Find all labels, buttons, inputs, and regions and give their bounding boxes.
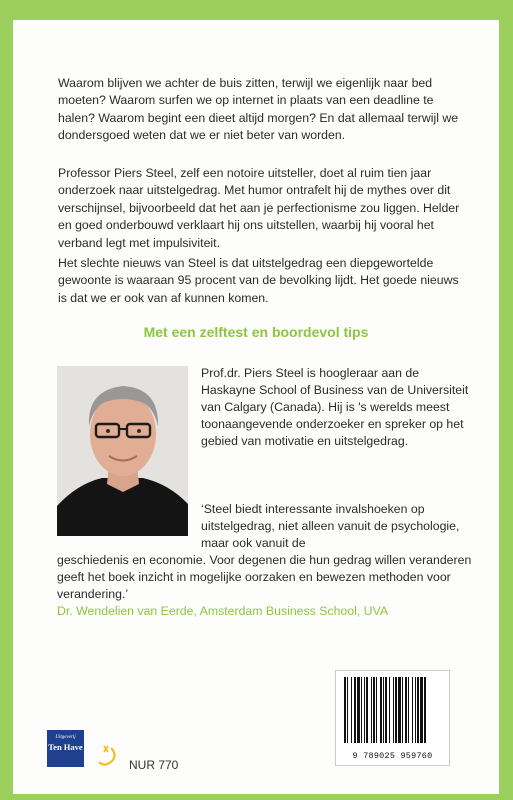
tagline: Met een zelftest en boordevol tips [143, 324, 369, 340]
review-quote-part-2: geschiedenis en economie. Voor degenen die hun gedrag willen veranderen geeft het boek inzicht in mogelijke oorzaken en bewezen methoden voor verandering.’ [57, 553, 472, 601]
publisher-logo [47, 730, 84, 767]
review-attribution: Dr. Wendelien van Eerde, Amsterdam Business School, UVA [57, 604, 389, 618]
author-bio: Prof.dr. Piers Steel is hoogleraar aan de Haskayne School of Business van de Universiteit van Calgary (Canada). Hij is 's werelds meest toonaangevende onderzoeker en spreker op het gebied van motivatie en uitstelgedrag. [201, 366, 469, 448]
isbn-barcode [335, 670, 450, 766]
nur-code: NUR 770 [129, 758, 179, 772]
publisher-name: Ten Have [48, 742, 83, 752]
intro-paragraph-2: Professor Piers Steel, zelf een notoire uitsteller, doet al ruim tien jaar onderzoek naar uitstelgedrag. Met humor ontrafelt hij de mythes over dit verschijnsel, bijvoorbeeld dat het aan je perfectionisme zou liggen. Helder en goed onderbouwd verklaart hij ons uitstellen, waarbij hij vooral het verband legt met impulsiviteit. [58, 166, 460, 250]
publisher-imprint-label: Uitgeverij [55, 735, 76, 740]
review-quote-part-1: ‘Steel biedt interessante invalshoeken op uitstelgedrag, niet alleen vanuit de psychologie, maar ook vanuit de [201, 502, 460, 550]
barcode-bars [336, 671, 449, 751]
intro-paragraph-3: Het slechte nieuws van Steel is dat uitstelgedrag een diepgewortelde gewoonte is waaraan 95 procent van de bevolking lijdt. Het goede nieuws is dat we er ook van af kunnen komen. [58, 256, 459, 305]
author-photo [57, 366, 188, 536]
intro-paragraph-1: Waarom blijven we achter de buis zitten, terwijl we eigenlijk naar bed moeten? Waarom surfen we op internet in plaats van een deadline te halen? Waarom begint een dieet altijd morgen? En dat allemaal terwijl we dondersgoed weten dat we er niet beter van worden. [58, 76, 459, 143]
publisher-emblem-icon [95, 742, 119, 768]
isbn-number: 9 789025 959760 [352, 751, 433, 761]
